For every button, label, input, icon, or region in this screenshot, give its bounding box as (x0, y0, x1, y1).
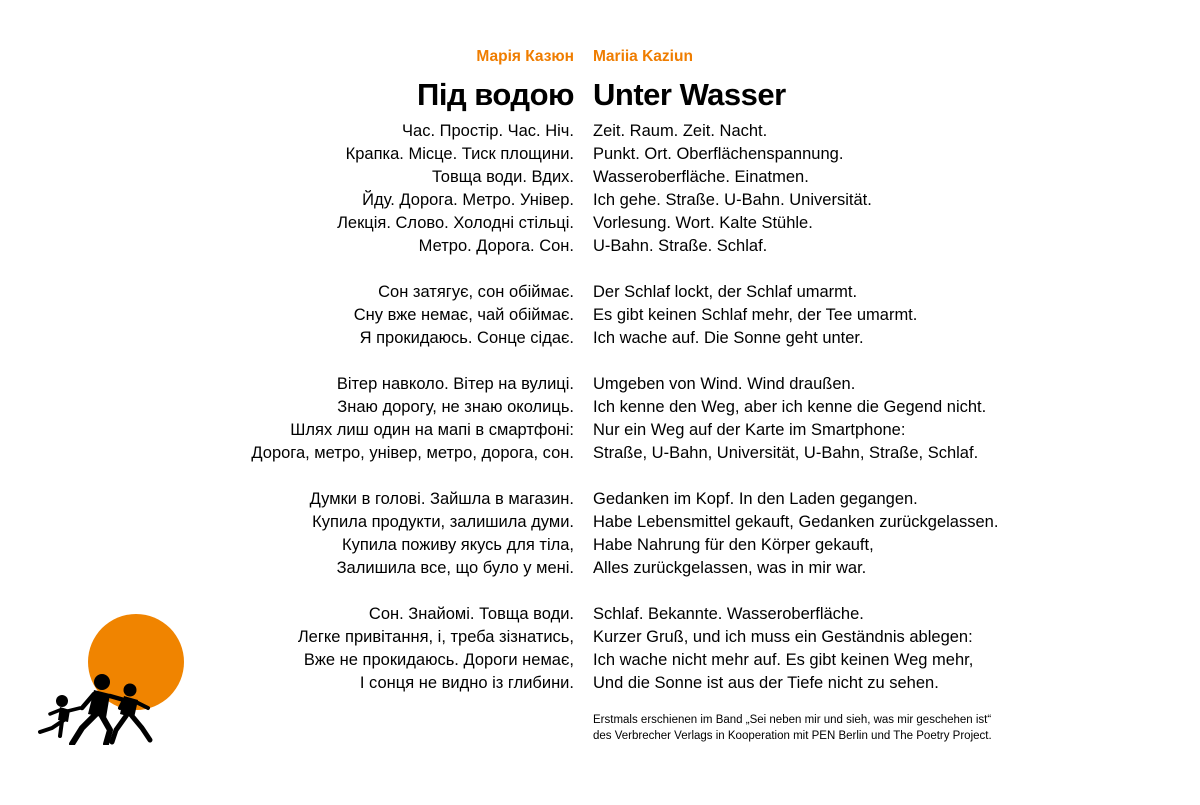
footnote-line: des Verbrecher Verlags in Kooperation mit PEN Berlin und The Poetry Project. (593, 730, 992, 742)
author-german: Mariia Kaziun (593, 48, 693, 65)
poem-ukrainian (251, 120, 574, 718)
poem-line: Schlaf. Bekannte. Wasseroberfläche. (593, 605, 864, 623)
poem-line: Сну вже немає, чай обіймає. (353, 306, 574, 324)
poem-line: Дорога, метро, універ, метро, дорога, сон. (251, 444, 574, 462)
stanza (593, 120, 998, 258)
footnote-line: Erstmals erschienen im Band „Sei neben mir und sieh, was mir geschehen ist“ (593, 714, 992, 726)
poem-line: І сонця не видно із глибини. (359, 674, 574, 692)
poem-line: Ich wache nicht mehr auf. Es gibt keinen Weg mehr, (593, 651, 974, 669)
stanza (593, 603, 998, 695)
poem-line: Знаю дорогу, не знаю околиць. (337, 398, 574, 416)
poem-line: Купила продукти, залишила думи. (312, 513, 574, 531)
poem-line: Лекція. Слово. Холодні стільці. (337, 214, 574, 232)
poem-line: Вже не прокидаюсь. Дороги немає, (303, 651, 574, 669)
poem-line: Вітер навколо. Вітер на вулиці. (336, 375, 574, 393)
stanza (251, 373, 574, 465)
poem-line: Es gibt keinen Schlaf mehr, der Tee umarmt. (593, 306, 918, 324)
poem-line: Und die Sonne ist aus der Tiefe nicht zu sehen. (593, 674, 939, 692)
poem-line: Ich wache auf. Die Sonne geht unter. (593, 329, 864, 347)
title-german: Unter Wasser (593, 77, 786, 112)
stanza (593, 488, 998, 580)
poem-line: Nur ein Weg auf der Karte im Smartphone: (593, 421, 906, 439)
poem-german (593, 120, 998, 718)
poem-line: Купила поживу якусь для тіла, (341, 536, 574, 554)
stanza (593, 373, 998, 465)
poem-line: Сон. Знайомі. Товща води. (368, 605, 574, 623)
poem-line: Шлях лиш один на мапі в смартфоні: (290, 421, 574, 439)
poem-line: Ich kenne den Weg, aber ich kenne die Gegend nicht. (593, 398, 987, 416)
poem-line: Alles zurückgelassen, was in mir war. (593, 559, 867, 577)
poem-line: Легке привітання, і, треба зізнатись, (297, 628, 574, 646)
family-fleeing-sun-icon (30, 610, 190, 745)
poem-line: Йду. Дорога. Метро. Універ. (362, 191, 574, 209)
poem-line: Залишила все, що було у мені. (336, 559, 574, 577)
stanza (251, 488, 574, 580)
poem-line: U-Bahn. Straße. Schlaf. (593, 237, 768, 255)
poem-line: Метро. Дорога. Сон. (418, 237, 574, 255)
stanza (593, 281, 998, 350)
poem-line: Я прокидаюсь. Сонце сідає. (359, 329, 574, 347)
stanza (251, 281, 574, 350)
poem-line: Ich gehe. Straße. U-Bahn. Universität. (593, 191, 872, 209)
poem-line: Товща води. Вдих. (432, 168, 574, 186)
poem-line: Umgeben von Wind. Wind draußen. (593, 375, 856, 393)
poem-line: Wasseroberfläche. Einatmen. (593, 168, 809, 186)
poem-line: Straße, U-Bahn, Universität, U-Bahn, Straße, Schlaf. (593, 444, 979, 462)
poem-line: Час. Простір. Час. Ніч. (402, 122, 574, 140)
poem-line: Kurzer Gruß, und ich muss ein Geständnis ablegen: (593, 628, 973, 646)
title-ukrainian: Під водою (417, 77, 574, 112)
author-ukrainian: Марія Казюн (476, 48, 574, 65)
poem-line: Punkt. Ort. Oberflächenspannung. (593, 145, 844, 163)
stanza (251, 120, 574, 258)
poem-line: Vorlesung. Wort. Kalte Stühle. (593, 214, 813, 232)
poem-line: Habe Lebensmittel gekauft, Gedanken zurückgelassen. (593, 513, 999, 531)
poem-line: Gedanken im Kopf. In den Laden gegangen. (593, 490, 918, 508)
poem-line: Der Schlaf lockt, der Schlaf umarmt. (593, 283, 858, 301)
poem-line: Крапка. Місце. Тиск площини. (345, 145, 574, 163)
publication-footnote (593, 712, 992, 744)
poem-line: Zeit. Raum. Zeit. Nacht. (593, 122, 768, 140)
poem-line: Думки в голові. Зайшла в магазин. (309, 490, 574, 508)
poem-line: Habe Nahrung für den Körper gekauft, (593, 536, 874, 554)
stanza (251, 603, 574, 695)
poem-line: Сон затягує, сон обіймає. (378, 283, 574, 301)
